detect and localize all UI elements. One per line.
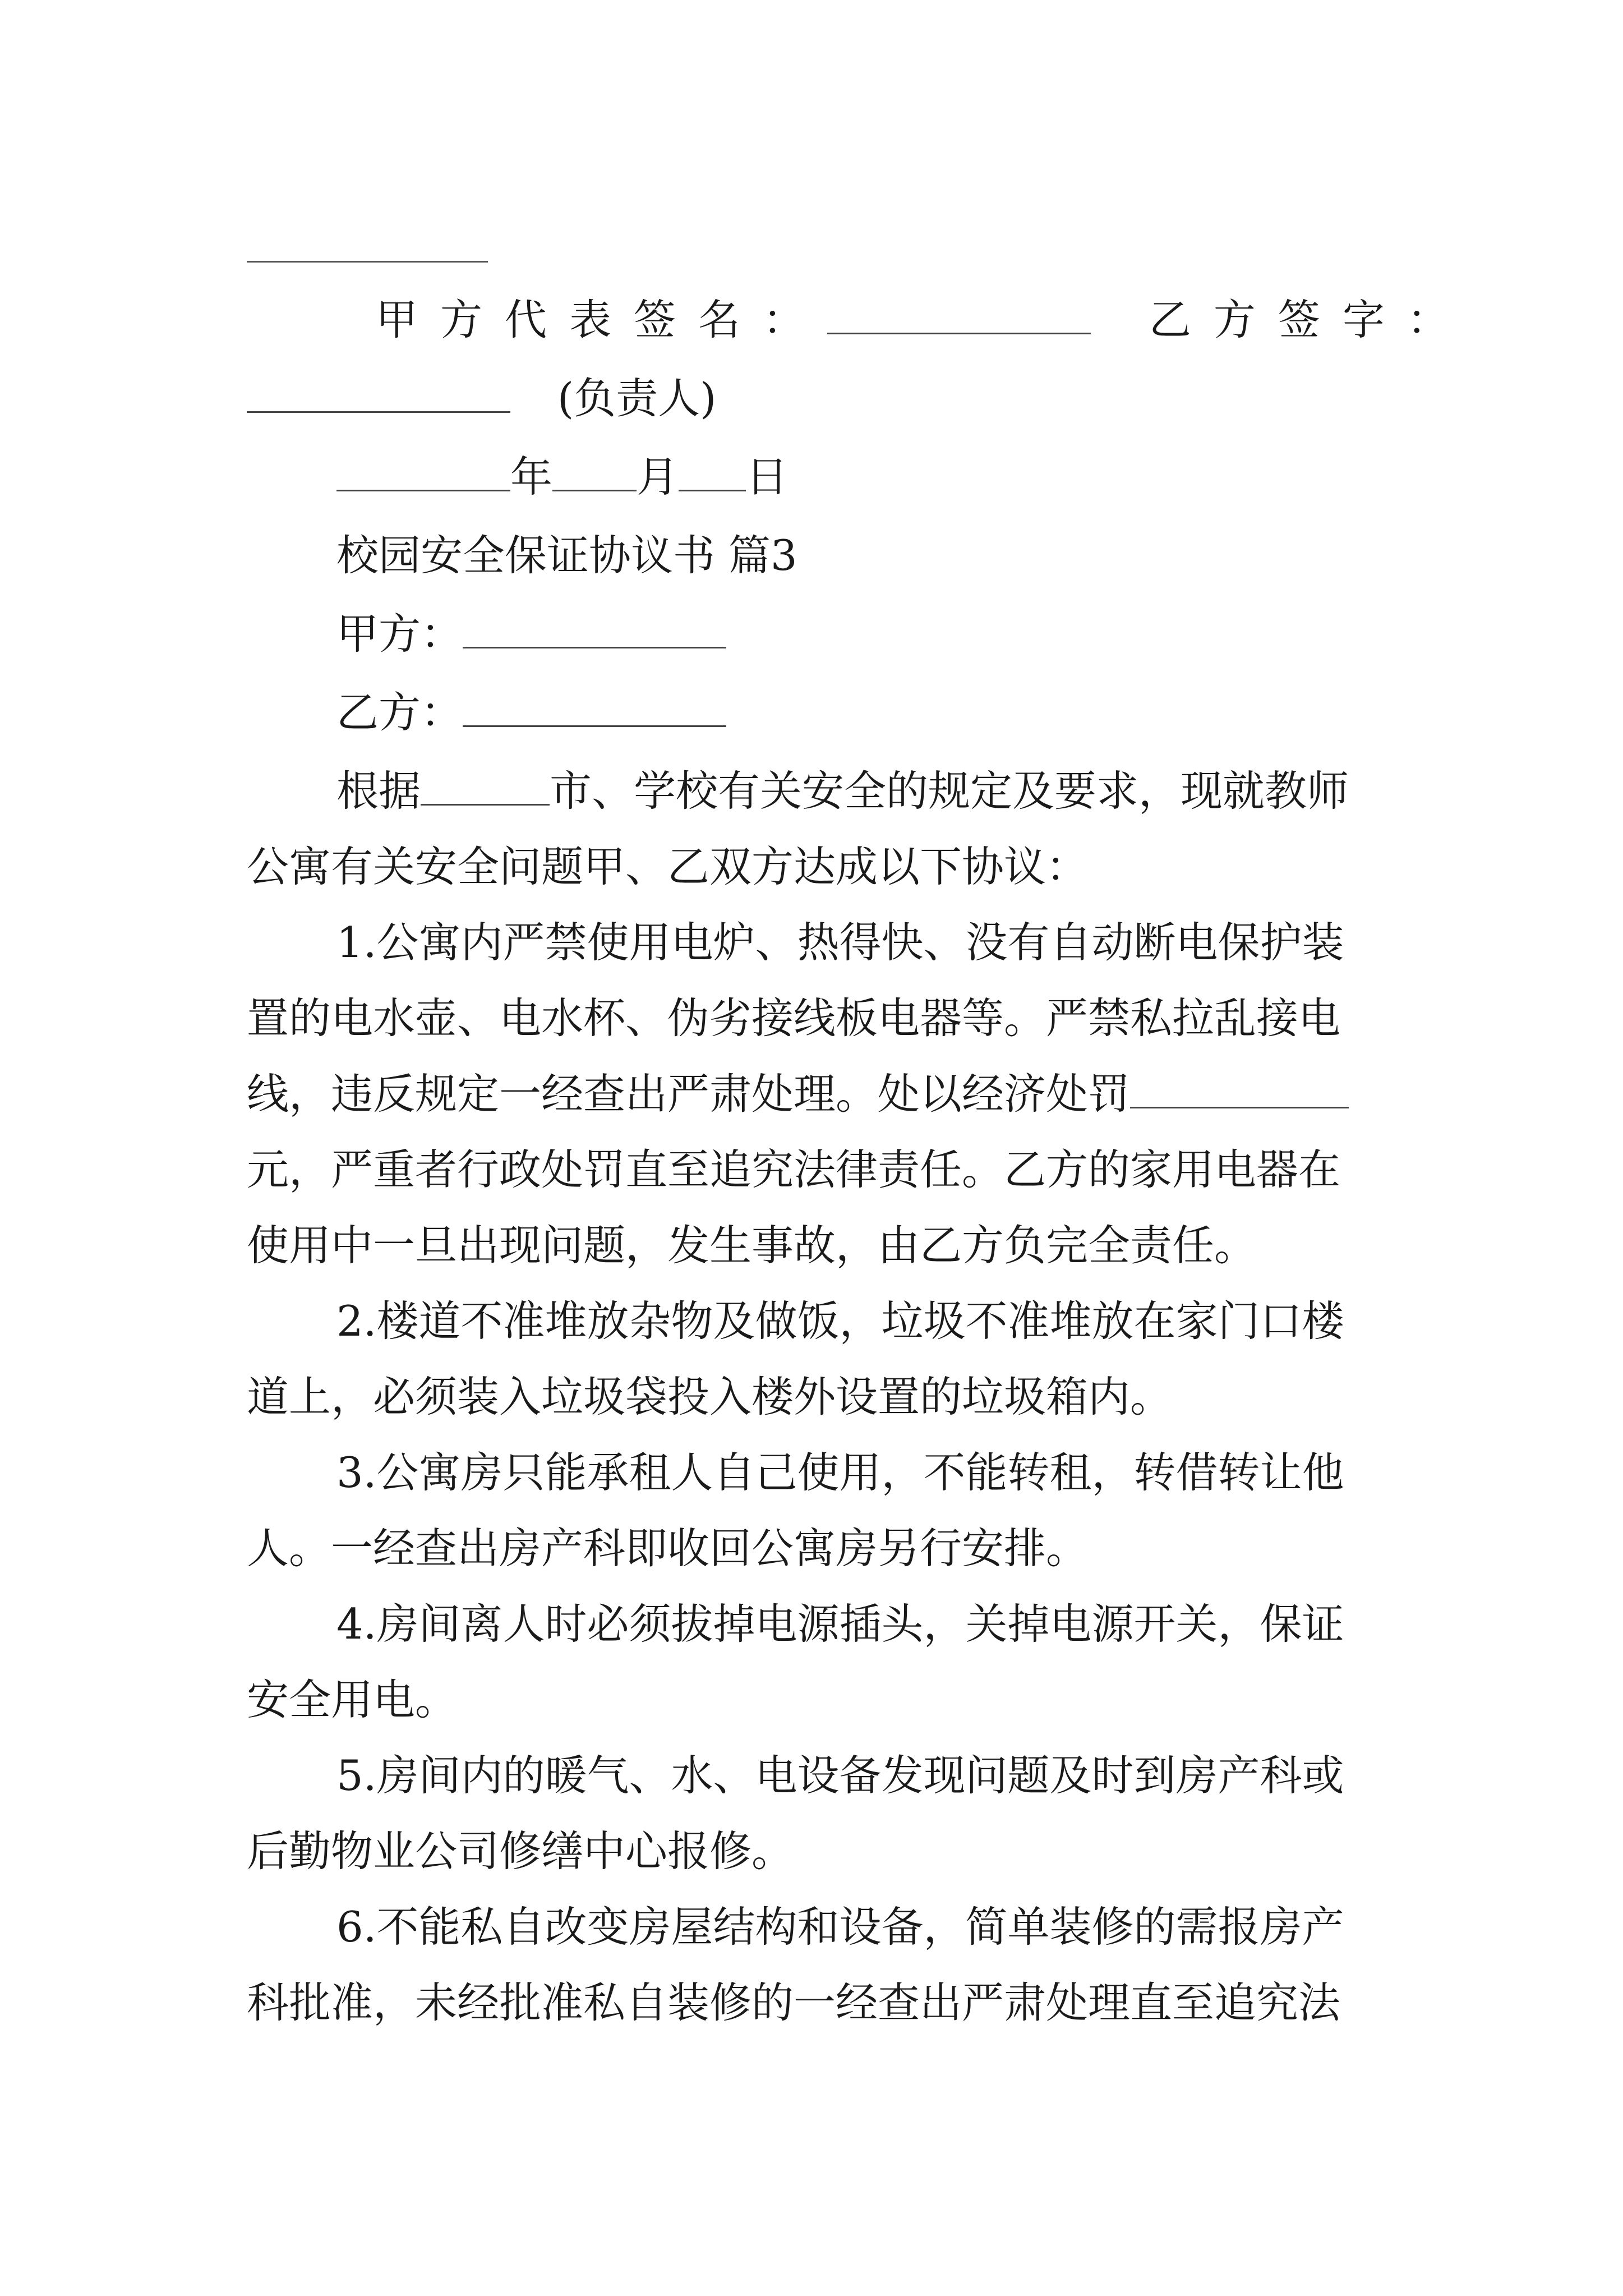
responsible-line: [247, 370, 716, 426]
party-b-sign-blank: [247, 372, 510, 413]
clause-4-line-2: 安全用电。: [247, 1675, 458, 1724]
clause-1-line-1: 1.公寓内严禁使用电炉、热得快、没有自动断电保护装: [336, 918, 1344, 967]
clause-1-line-2: 置的电水壶、电水杯、伪劣接线板电器等。严禁私拉乱接电: [247, 993, 1341, 1043]
party-b-blank: [463, 686, 726, 727]
party-b-line: [336, 684, 726, 740]
date-line: [336, 449, 788, 505]
clause-2-line-1: 2.楼道不准堆放杂物及做饭，垃圾不准堆放在家门口楼: [336, 1296, 1344, 1346]
clause-1-line-5: 使用中一旦出现问题，发生事故，由乙方负完全责任。: [247, 1221, 1257, 1270]
clause-5-line-1: 5.房间内的暖气、水、电设备发现问题及时到房产科或: [336, 1751, 1344, 1800]
day-label: 日: [746, 452, 789, 501]
clause-6-line-1: 6.不能私自改变房屋结构和设备，简单装修的需报房产: [336, 1902, 1344, 1952]
month-blank: [552, 450, 637, 491]
party-a-rep-blank: [827, 293, 1091, 334]
party-a-line: [336, 606, 726, 662]
top-blank-line: [247, 261, 488, 263]
day-blank: [679, 450, 746, 491]
responsible-label: (负责人): [557, 374, 717, 423]
intro-text-after: 市、学校有关安全的规定及要求，现就教师: [550, 766, 1349, 816]
year-blank: [336, 450, 510, 491]
clause-6-line-2: 科批准，未经批准私自装修的一经查出严肃处理直至追究法: [247, 1978, 1341, 2027]
clause-3-line-1: 3.公寓房只能承租人自己使用，不能转租，转借转让他: [336, 1448, 1344, 1497]
year-label: 年: [510, 452, 553, 501]
party-b-label: 乙方：: [336, 688, 463, 737]
intro-line-2: 公寓有关安全问题甲、乙双方达成以下协议：: [247, 842, 1089, 891]
party-a-label: 甲方：: [336, 609, 463, 659]
party-b-sign-label: 乙方签字：: [1149, 295, 1472, 344]
month-label: 月: [637, 452, 679, 501]
clause-1-line-3: [247, 1066, 1349, 1122]
clause-5-line-2: 后勤物业公司修缮中心报修。: [247, 1826, 794, 1876]
city-blank: [421, 765, 550, 806]
intro-text-before: 根据: [336, 766, 421, 816]
clause-1-line-4: 元，严重者行政处罚直至追究法律责任。乙方的家用电器在: [247, 1145, 1341, 1194]
intro-line-1: [336, 763, 1349, 819]
clause-2-line-2: 道上，必须装入垃圾袋投入楼外设置的垃圾箱内。: [247, 1372, 1173, 1421]
fine-blank: [1130, 1068, 1349, 1108]
clause-4-line-1: 4.房间离人时必须拔掉电源插头，关掉电源开关，保证: [336, 1599, 1344, 1649]
party-a-rep-label: 甲方代表签名：: [376, 295, 828, 344]
party-a-blank: [463, 608, 726, 648]
clause-3-line-2: 人。一经查出房产科即收回公寓房另行安排。: [247, 1524, 1089, 1573]
doc-title: 校园安全保证协议书 篇3: [336, 531, 797, 580]
clause-1-line-3-text: 线，违反规定一经查出严肃处理。处以经济处罚: [247, 1069, 1131, 1119]
signature-line: [376, 292, 1472, 348]
